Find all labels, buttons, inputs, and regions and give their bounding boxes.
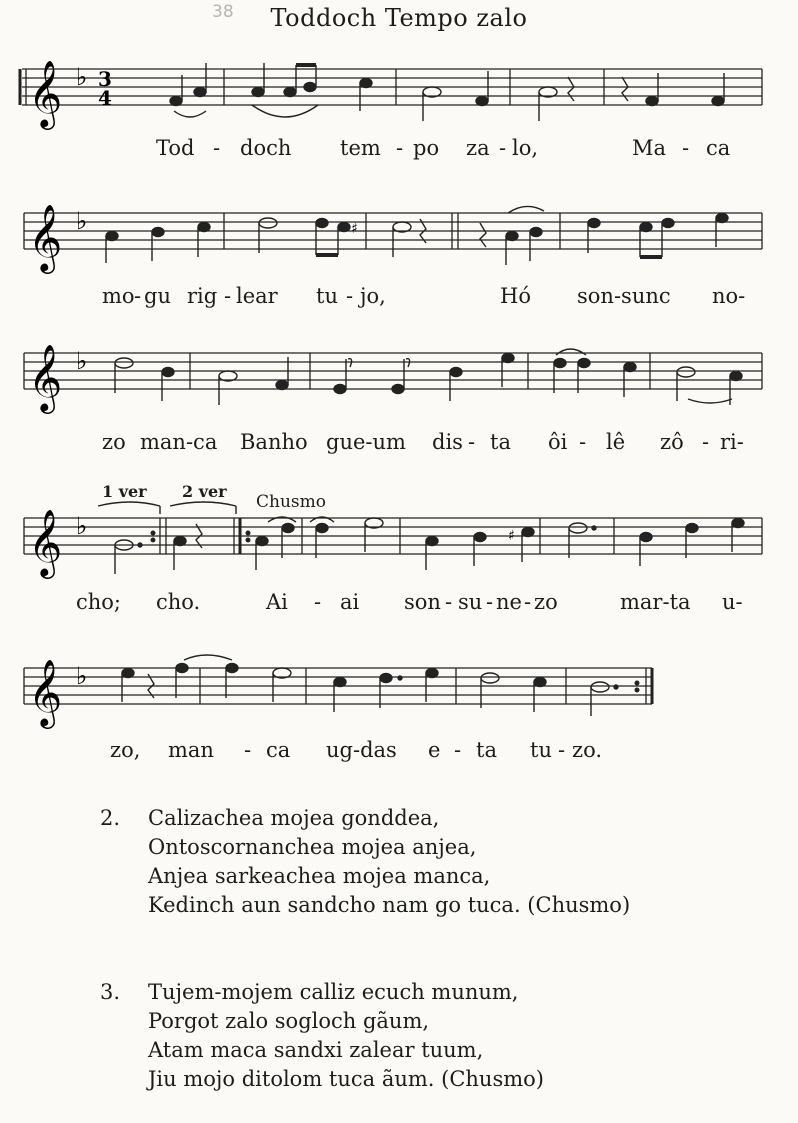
svg-text:♯: ♯: [508, 528, 515, 544]
lyric-syllable: -: [486, 590, 494, 614]
lyric-syllable: son-sunc: [577, 284, 671, 308]
lyric-syllable: tu: [316, 284, 338, 308]
svg-text:♯: ♯: [351, 221, 358, 237]
staff-3: [0, 335, 798, 435]
lyric-syllable: po: [413, 136, 440, 160]
lyric-line-3: [0, 430, 798, 458]
flat-icon: ♭: [76, 63, 88, 91]
second-ending-label: 2 ver: [182, 482, 227, 501]
lyric-syllable: mo: [102, 284, 135, 308]
lyric-syllable: Ma: [632, 136, 667, 160]
flat-icon: ♭: [76, 662, 88, 690]
lyric-syllable: Tod: [156, 136, 195, 160]
lyric-syllable: -: [682, 136, 690, 160]
lyric-syllable: jo,: [360, 284, 386, 308]
lyric-syllable: ne: [496, 590, 522, 614]
svg-text:3: 3: [98, 67, 112, 91]
lyric-syllable: ta: [490, 430, 511, 454]
lyric-syllable: -: [499, 136, 507, 160]
lyric-syllable: -: [396, 136, 404, 160]
chorus-label: Chusmo: [256, 492, 326, 512]
flat-icon: ♭: [76, 207, 88, 235]
lyric-syllable: -: [454, 738, 462, 762]
verse-line: Calizachea mojea gonddea,: [148, 806, 440, 830]
lyric-syllable: son: [404, 590, 441, 614]
lyric-syllable: gue-um: [326, 430, 406, 454]
lyric-syllable: mar-ta: [620, 590, 691, 614]
verse-line: Ontoscornanchea mojea anjea,: [148, 835, 477, 859]
lyric-syllable: Hó: [500, 284, 531, 308]
treble-clef-icon: 𝄞: [28, 508, 63, 576]
lyric-syllable: zo,: [110, 738, 141, 762]
verse-line: Anjea sarkeachea mojea manca,: [148, 864, 491, 888]
lyric-syllable: tu: [530, 738, 552, 762]
music-system-5: [0, 650, 798, 740]
lyric-syllable: ta: [476, 738, 497, 762]
lyric-syllable: -: [213, 136, 221, 160]
lyric-syllable: cho.: [156, 590, 201, 614]
staff-5: [0, 650, 798, 740]
lyric-syllable: Banho: [240, 430, 308, 454]
lyric-syllable: lear: [236, 284, 278, 308]
lyric-syllable: za: [466, 136, 490, 160]
verse-line: Atam maca sandxi zalear tuum,: [148, 1038, 484, 1062]
flat-icon: ♭: [76, 347, 88, 375]
lyric-line-5: [0, 738, 798, 766]
lyric-syllable: man-ca: [140, 430, 218, 454]
lyric-syllable: dis: [432, 430, 463, 454]
staff-2: [0, 195, 798, 295]
treble-clef-icon: 𝄞: [28, 203, 63, 271]
page-number: 38: [212, 2, 234, 22]
lyric-syllable: zo: [102, 430, 126, 454]
lyric-syllable: ôi: [548, 430, 568, 454]
song-title: Toddoch Tempo zalo: [270, 4, 528, 32]
verse-line: Tujem-mojem calliz ecuch munum,: [148, 980, 519, 1004]
lyric-syllable: -: [468, 430, 476, 454]
lyric-syllable: ug-das: [326, 738, 397, 762]
lyric-line-1: [0, 136, 798, 164]
lyric-syllable: lo,: [512, 136, 539, 160]
flat-icon: ♭: [76, 512, 88, 540]
lyric-syllable: ri-: [720, 430, 744, 454]
lyric-line-4: [0, 590, 798, 618]
lyric-syllable: doch: [240, 136, 292, 160]
lyric-syllable: zo.: [572, 738, 603, 762]
lyric-syllable: -: [314, 590, 322, 614]
verse-line: Kedinch aun sandcho nam go tuca. (Chusmo): [148, 893, 631, 917]
lyric-syllable: -: [445, 590, 453, 614]
lyric-syllable: lê: [606, 430, 626, 454]
staff-4: [0, 500, 798, 600]
lyric-syllable: Ai: [266, 590, 288, 614]
lyric-syllable: -: [579, 430, 587, 454]
music-system-2: [0, 195, 798, 295]
svg-text:4: 4: [98, 86, 112, 110]
lyric-syllable: man: [168, 738, 214, 762]
lyric-syllable: rig: [187, 284, 218, 308]
verse-line: Jiu mojo ditolom tuca ãum. (Chusmo): [148, 1067, 544, 1091]
lyric-syllable: zo: [534, 590, 558, 614]
music-system-3: [0, 335, 798, 435]
lyric-syllable: -: [134, 284, 142, 308]
lyric-line-2: [0, 284, 798, 312]
lyric-syllable: ca: [706, 136, 731, 160]
lyric-syllable: -: [224, 284, 232, 308]
music-system-4: [0, 500, 798, 600]
verse-line: Porgot zalo sogloch gãum,: [148, 1009, 430, 1033]
lyric-syllable: no-: [712, 284, 746, 308]
lyric-syllable: gu: [144, 284, 171, 308]
lyric-syllable: su: [458, 590, 483, 614]
lyric-syllable: tem: [340, 136, 381, 160]
lyric-syllable: ca: [266, 738, 291, 762]
lyric-syllable: -: [346, 284, 354, 308]
lyric-syllable: zô: [660, 430, 684, 454]
lyric-syllable: -: [524, 590, 532, 614]
lyric-syllable: -: [558, 738, 566, 762]
verse-number: 2.: [100, 806, 121, 830]
treble-clef-icon: 𝄞: [28, 59, 63, 127]
first-ending-label: 1 ver: [102, 482, 147, 501]
treble-clef-icon: 𝄞: [28, 343, 63, 411]
verse-number: 3.: [100, 980, 121, 1004]
treble-clef-icon: 𝄞: [28, 658, 63, 726]
lyric-syllable: -: [702, 430, 710, 454]
lyric-syllable: -: [244, 738, 252, 762]
lyric-syllable: ai: [340, 590, 360, 614]
lyric-syllable: u-: [722, 590, 743, 614]
lyric-syllable: cho;: [76, 590, 122, 614]
lyric-syllable: e: [428, 738, 441, 762]
